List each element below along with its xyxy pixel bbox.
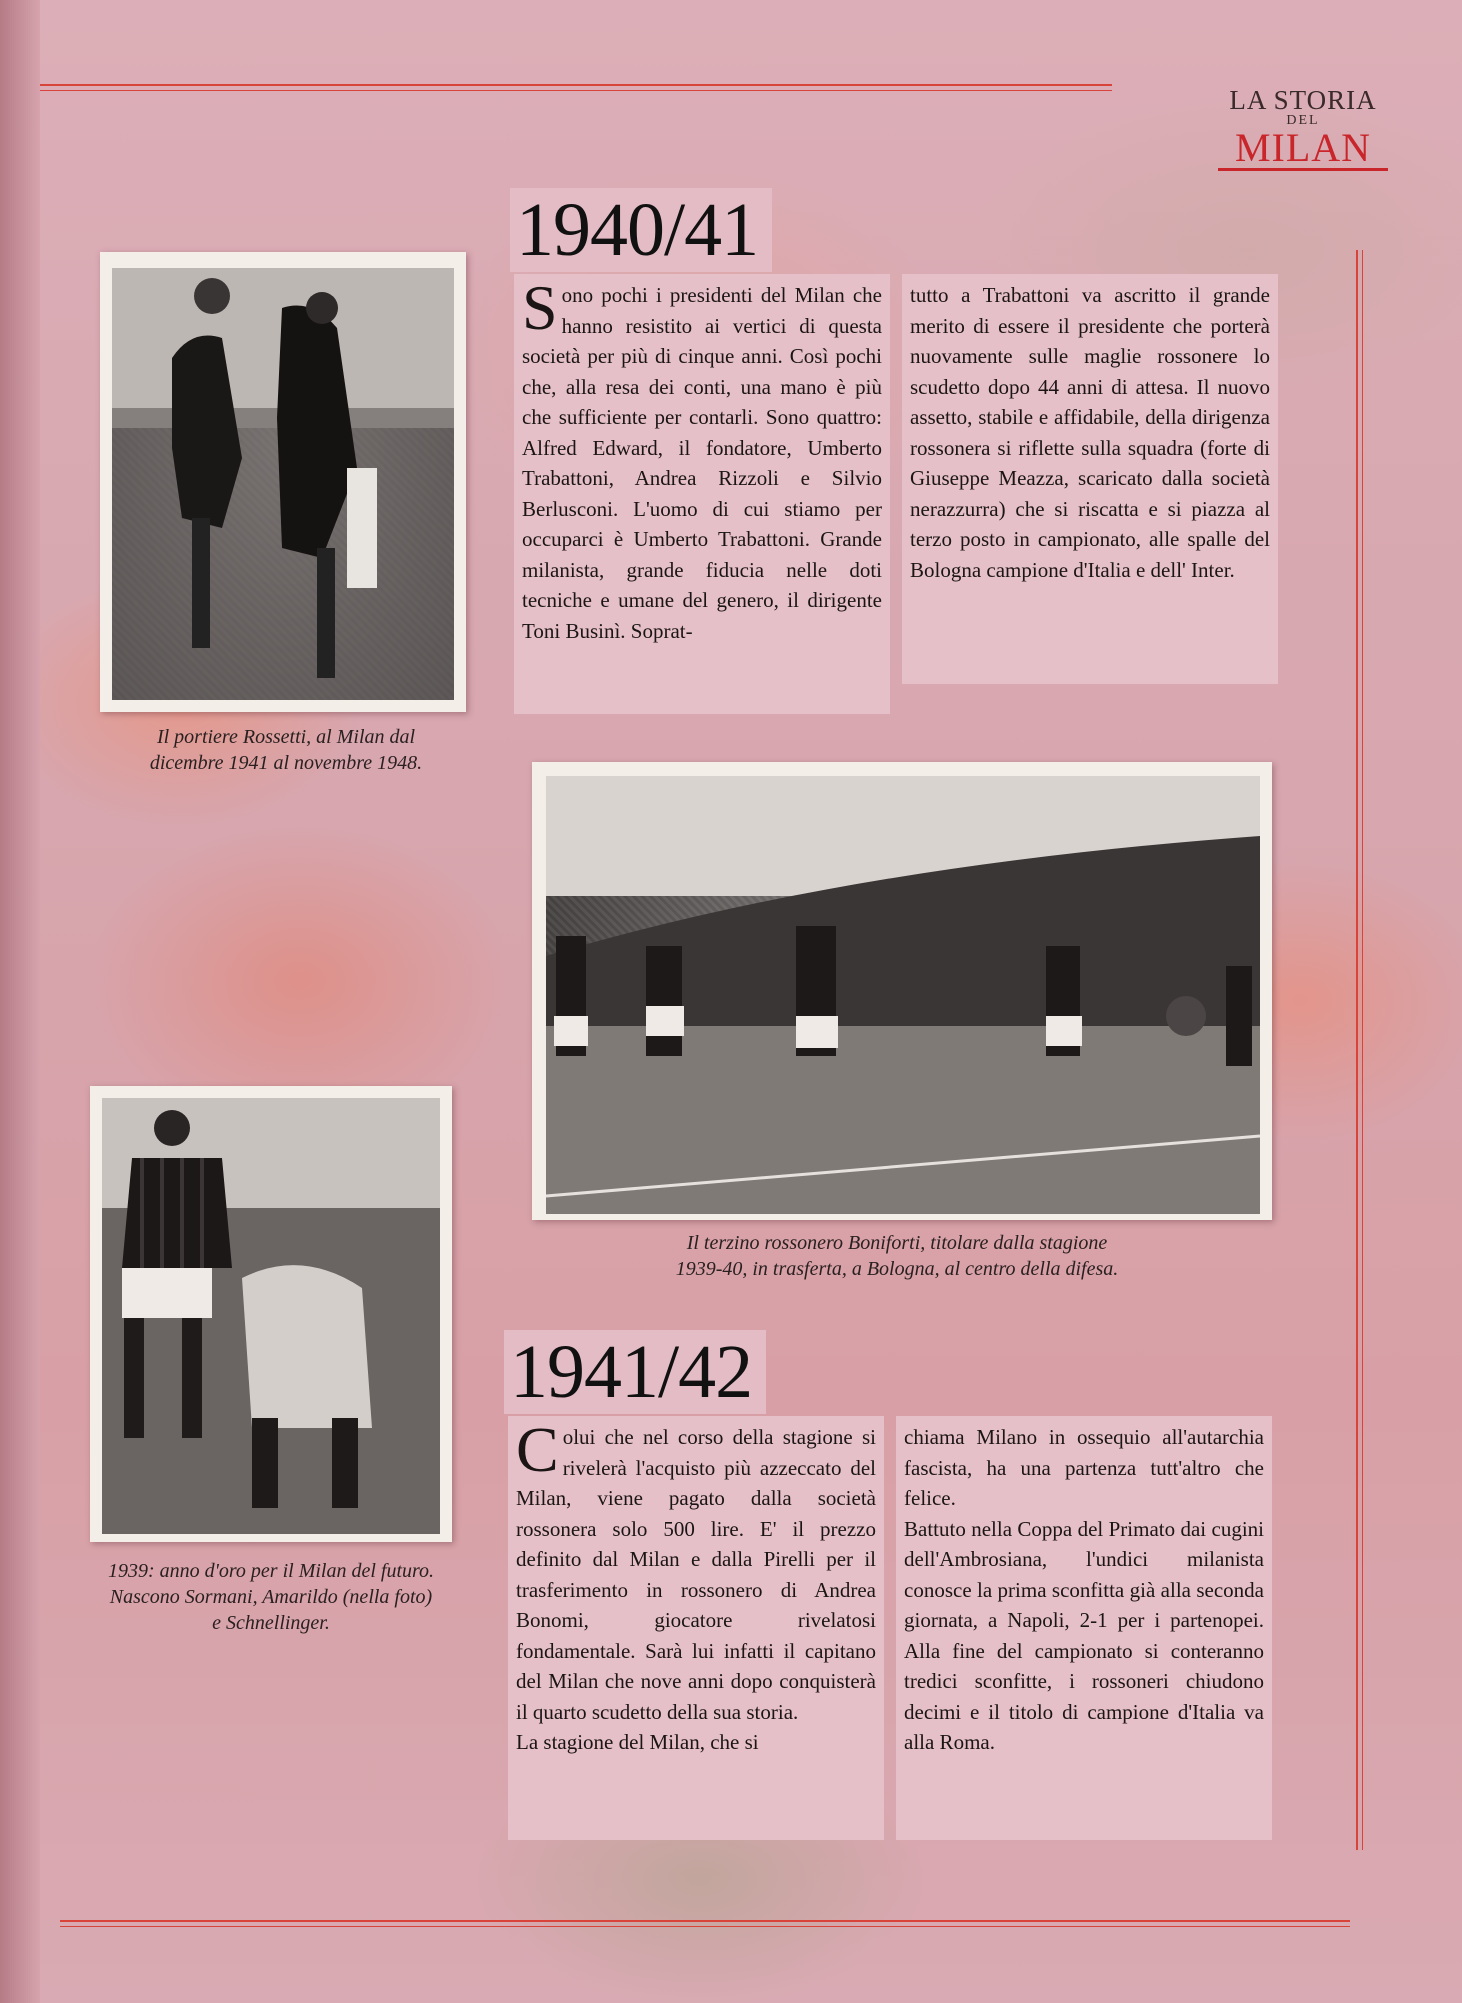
article-text: La stagione del Milan, che si: [516, 1730, 759, 1754]
top-rule: [40, 84, 1112, 86]
photo-goalkeeper-caption: [86, 724, 486, 776]
caption-line: e Schnellinger.: [212, 1612, 330, 1634]
logo-line-2: DEL: [1286, 113, 1320, 128]
season-heading-1941-42: 1941/42: [504, 1330, 766, 1414]
series-logo: [1218, 86, 1388, 171]
photo-match: [546, 776, 1260, 1214]
dropcap: C: [516, 1414, 559, 1485]
bottom-rule-2: [60, 1926, 1350, 1927]
photo-amarildo: [102, 1098, 440, 1534]
article-2-column-2: [896, 1416, 1272, 1840]
caption-line: dicembre 1941 al novembre 1948.: [149, 752, 423, 774]
article-text: Battuto nella Coppa del Primato dai cugini dell'Ambrosiana, l'undici milanista conosce la prima sconfitta già alla seconda giornata, a Napoli, 2-1 per i partenopei. Alla fine del campionato si conteranno tredici sconfitte, i rossoneri chiudono decimi e il titolo di campione d'Italia va alla Roma.: [904, 1516, 1264, 1754]
top-rule-2: [40, 90, 1112, 91]
caption-line: 1939-40, in trasferta, a Bologna, al centro della difesa.: [675, 1258, 1119, 1280]
article-2-column-1: [508, 1416, 884, 1840]
caption-line: Il terzino rossonero Boniforti, titolare dalla stagione: [686, 1232, 1108, 1254]
caption-line: 1939: anno d'oro per il Milan del futuro.: [107, 1560, 435, 1582]
photo-match-caption: [514, 1230, 1280, 1282]
photo-amarildo-caption: [66, 1558, 476, 1636]
caption-line: Il portiere Rossetti, al Milan dal: [156, 726, 416, 748]
article-1-column-2: [902, 274, 1278, 684]
article-text: chiama Milano in ossequio all'autarchia fascista, ha una partenza tutt'altro che felice.: [904, 1425, 1264, 1510]
caption-line: Nascono Sormani, Amarildo (nella foto): [109, 1586, 433, 1608]
article-text: olui che nel corso della stagione si rivelerà l'acquisto più azzeccato del Milan, viene pagato dalla società rossonera solo 500 lire. E' il prezzo definito dal Milan e dalla Pirelli per il trasferimento in rossonero di Andrea Bonomi, giocatore rivelatosi fondamentale. Sarà lui infatti il capitano del Milan che nove anni dopo conquisterà il quarto scudetto della sua storia.: [516, 1425, 876, 1724]
article-text: ono pochi i presidenti del Milan che hanno resistito ai vertici di questa società per più di cinque anni. Così pochi che, alla resa dei conti, una mano è più che sufficiente per contarli. Sono quattro: Alfred Edward, il fondatore, Umberto Trabattoni, Andrea Rizzoli e Silvio Berlusconi. L'uomo di cui stiamo per occuparci è Umberto Trabattoni. Grande milanista, grande fiducia nelle doti tecniche e umane del genero, il dirigente Toni Businì. Soprat-: [522, 283, 882, 643]
page-spine: [0, 0, 40, 2003]
logo-line-3: MILAN: [1218, 128, 1388, 171]
bottom-rule: [60, 1920, 1350, 1922]
dropcap: S: [522, 272, 558, 343]
logo-line-1: LA STORIA: [1229, 85, 1377, 115]
season-heading-1940-41: 1940/41: [510, 188, 772, 272]
photo-goalkeeper: [112, 268, 454, 700]
article-text: tutto a Trabattoni va ascritto il grande merito di essere il presidente che porterà nuovamente sulle maglie rossonere lo scudetto dopo 44 anni di attesa. Il nuovo assetto, stabile e affidabile, della dirigenza rossonera si riflette sulla squadra (forte di Giuseppe Meazza, scaricato dalla società nerazzurra) che si riscatta e si piazza al terzo posto in campionato, alle spalle del Bologna campione d'Italia e dell' Inter.: [910, 283, 1270, 582]
right-rule-2: [1362, 250, 1363, 1850]
article-1-column-1: [514, 274, 890, 714]
right-rule: [1356, 250, 1358, 1850]
